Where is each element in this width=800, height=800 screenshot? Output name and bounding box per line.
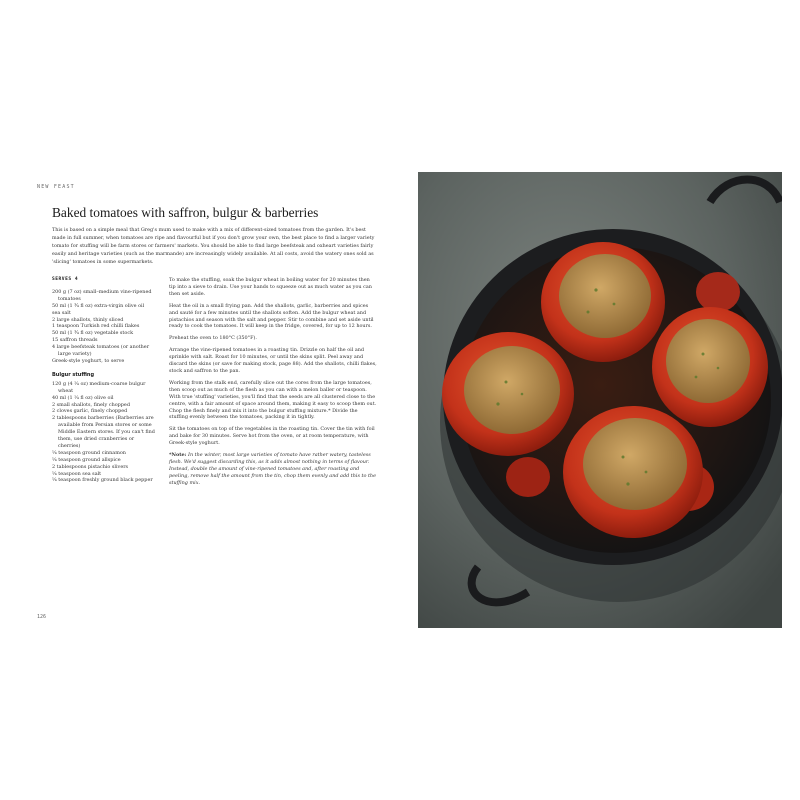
note-label: *Note: (169, 452, 187, 459)
stuffing-item: 2 small shallots, finely chopped (52, 401, 130, 408)
stuffed-tomato (442, 332, 574, 456)
ingredient-item: 15 saffron threads (52, 337, 98, 344)
stuffed-tomato (541, 242, 665, 362)
stuffed-tomato (563, 406, 703, 538)
ingredient-item: 50 ml (1 ¾ fl oz) vegetable stock (52, 330, 134, 337)
stuffing-item: ¼ teaspoon freshly ground black pepper (52, 477, 153, 484)
recipe-title: Baked tomatoes with saffron, bulgur & barberries (52, 205, 319, 220)
ingredient-item: Greek-style yoghurt, to serve (52, 357, 125, 364)
serves-label: SERVES 4 (52, 277, 79, 282)
stuffing-item: 40 ml (1 ¼ fl oz) olive oil (52, 394, 114, 401)
method-step: Heat the oil in a small frying pan. Add the shallots, garlic, barberries and spices and sauté for a few minutes until the shallots soften. Add the bulgur wheat and pistachios and season with the salt and pepper. Stir to combine and set aside until ready to cook the tomatoes. It will keep in the fridge, covered, for up to 12 hours. (169, 302, 374, 330)
method-step: Preheat the oven to 180°C (350°F). (169, 335, 257, 342)
method-step: To make the stuffing, soak the bulgur wheat in boiling water for 20 minutes then tip into a sieve to drain. Use your hands to squeeze out as much water as you can then set aside. (169, 277, 372, 297)
recipe-note (169, 452, 377, 487)
ingredients-column (52, 277, 156, 484)
cherry-tomato (506, 457, 550, 497)
stuffing-item: ¼ teaspoon sea salt (52, 470, 102, 477)
ingredient-item: sea salt (52, 309, 71, 316)
method-column (169, 277, 377, 487)
stuffed-tomato (652, 307, 768, 427)
recipe-intro: This is based on a simple meal that Greg's mum used to make with a mix of different-sized tomatoes from the garden. It's best made in full summer, when tomatoes are ripe and flavourful but if you don't grow your own, the best place to find a larger variety tomato for stuffing will be farm stores or farmers' markets. You should be able to find large beefsteak and oxheart varieties fairly easily and heritage varieties (such as the marmande) are increasingly widely available. At all costs, avoid the watery ones sold as 'slicing' tomatoes in some supermarkets. (52, 227, 375, 265)
stuffing-item: ¼ teaspoon ground allspice (52, 456, 121, 463)
method-step: Arrange the vine-ripened tomatoes in a roasting tin. Drizzle on half the oil and sprinkle with salt. Roast for 10 minutes, or until the skins split. Peel away and discard the skins (or save for making stock, page 88). Add the shallots, chilli flakes, stock and saffron to the pan. (169, 347, 377, 374)
note-text: In the winter, most large varieties of tomato have rather watery, tasteless flesh. We'd suggest discarding this, as it adds almost nothing in terms of flavour. Instead, double the amount of vine-ripened tomatoes and, after roasting and peeling, remove half the amount from the tin, chop them evenly and add this to the stuffing mix. (169, 452, 376, 486)
running-head: NEW FEAST (37, 184, 75, 190)
recipe-photo (418, 172, 782, 628)
ingredient-item: 50 ml (1 ¾ fl oz) extra-virgin olive oil (52, 302, 145, 309)
stuffing-item: 2 cloves garlic, finely chopped (52, 408, 128, 415)
ingredient-item: 2 large shallots, thinly sliced (52, 316, 124, 323)
stuffing-heading: Bulgur stuffing (52, 371, 95, 378)
cherry-tomato (696, 272, 740, 312)
stuffing-item: 120 g (4 ¼ oz) medium-coarse bulgur wheat (52, 380, 146, 394)
ingredient-item: 1 teaspoon Turkish red chilli flakes (52, 323, 140, 330)
page-number: 126 (37, 614, 47, 620)
stuffing-item: 2 tablespoons pistachio slivers (52, 463, 129, 470)
stuffing-item: ¼ teaspoon ground cinnamon (52, 449, 126, 456)
method-step: Sit the tomatoes on top of the vegetables in the roasting tin. Cover the tin with foil and bake for 30 minutes. Serve hot from the oven, or at room temperature, with Greek-style yoghurt. (169, 426, 375, 447)
method-step: Working from the stalk end, carefully slice out the cores from the large tomatoes, then scoop out as much of the flesh as you can with a melon baller or teaspoon. With true 'stuffing' varieties, you'll find that the seeds are all clustered close to the centre, with a fair amount of space around them, making it easy to scoop them out. Chop the flesh finely and mix it into the bulgur stuffing mixture.* Divide the stuffing evenly between the tomatoes, packing it in tightly. (169, 379, 377, 421)
stuffing-item: 2 tablespoons barberries (Barberries are available from Persian stores or some Middle Eastern stores. If you can't find them, use dried cranberries or cherries) (52, 415, 155, 449)
ingredient-item: 200 g (7 oz) small–medium vine-ripened tomatoes (52, 288, 152, 302)
ingredient-item: 4 large beefsteak tomatoes (or another large variety) (52, 344, 150, 358)
